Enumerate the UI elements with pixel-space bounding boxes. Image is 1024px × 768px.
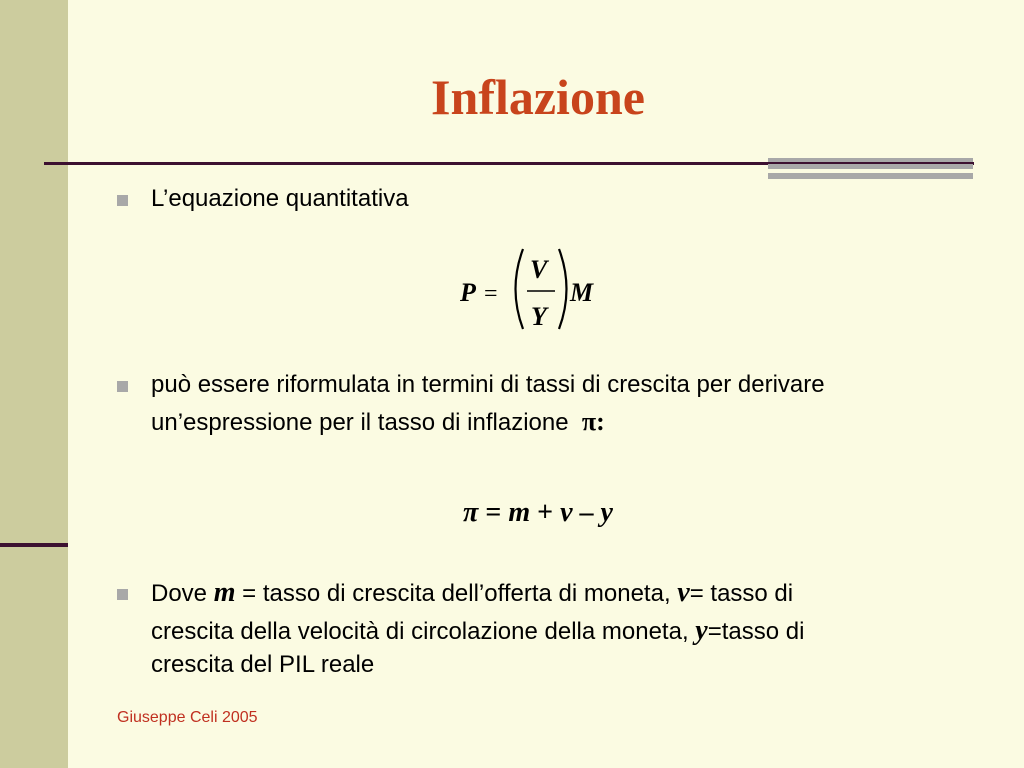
bullet-marker (117, 381, 128, 392)
left-band-divider (0, 543, 68, 547)
bullet-marker (117, 589, 128, 600)
bullet-1-text: L’equazione quantitativa (151, 185, 409, 212)
slide-title: Inflazione (431, 69, 645, 125)
bullet-2-line-2: un’espressione per il tasso di inflazione π: (151, 407, 605, 436)
eq-equals: = (484, 281, 498, 307)
right-paren (559, 249, 567, 329)
decorative-grey-bars (768, 158, 973, 180)
bullet-marker (117, 195, 128, 206)
eq-rhs-m: M (570, 278, 594, 307)
inflation-equation: π = m + v – y (463, 497, 613, 528)
pi-symbol: π: (581, 407, 605, 436)
eq-lhs-p: P (460, 278, 476, 307)
left-paren (516, 249, 524, 329)
eq-numerator-v: V (530, 255, 548, 284)
bullet-3-line-1: Dove m = tasso di crescita dell’offerta di moneta, v= tasso di (151, 577, 794, 608)
bullet-2-line-1: può essere riformulata in termini di tassi di crescita per derivare (151, 371, 825, 398)
eq-denominator-y: Y (531, 302, 547, 331)
bullet-3-line-2: crescita della velocità di circolazione della moneta, y=tasso di (151, 615, 805, 646)
quantity-equation (458, 245, 618, 333)
footer-author: Giuseppe Celi 2005 (117, 709, 258, 726)
bullet-3-line-3: crescita del PIL reale (151, 651, 375, 678)
